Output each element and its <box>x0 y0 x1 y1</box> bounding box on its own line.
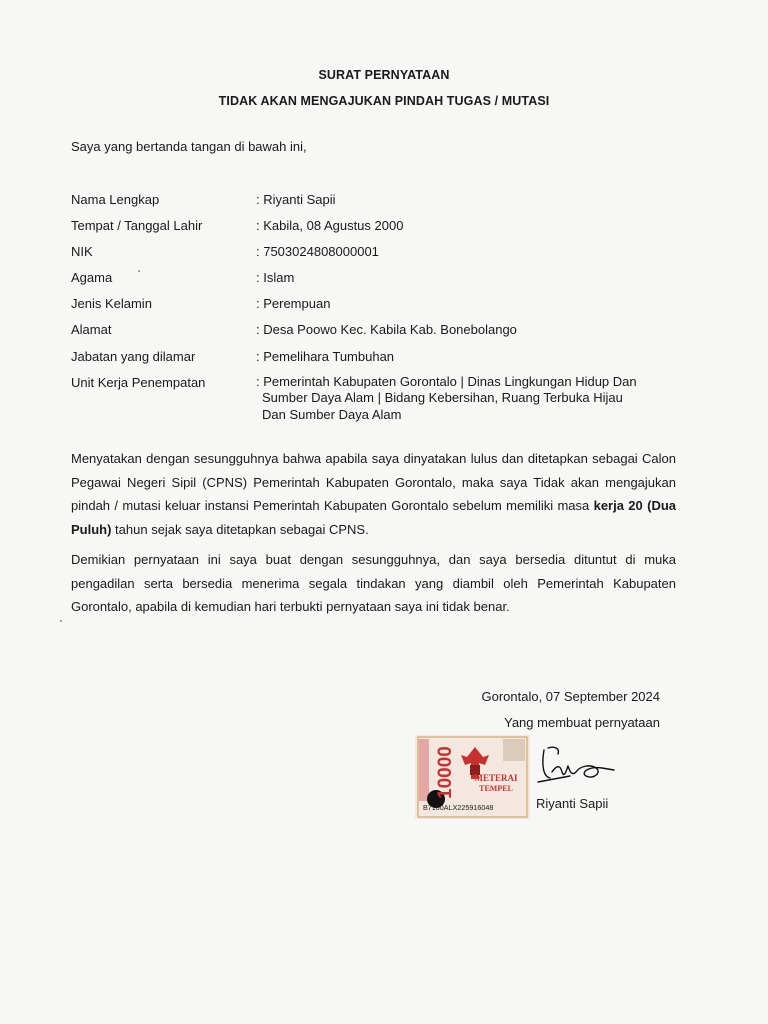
document-subtitle: TIDAK AKAN MENGAJUKAN PINDAH TUGAS / MUTASI <box>218 94 550 108</box>
identity-value: : Pemelihara Tumbuhan <box>256 348 395 364</box>
identity-row-address <box>71 321 691 338</box>
opening-line: Saya yang bertanda tangan di bawah ini, <box>71 139 307 154</box>
identity-value: : Desa Poowo Kec. Kabila Kab. Bonebolango <box>256 322 517 338</box>
identity-label: Unit Kerja Penempatan <box>71 374 206 390</box>
identity-row-position <box>71 348 691 365</box>
identity-value: : Islam <box>256 270 295 286</box>
identity-label: Jabatan yang dilamar <box>71 348 196 364</box>
stamp-serial: B7100ALX225916048 <box>423 803 494 812</box>
work-unit-line: Dan Sumber Daya Alam <box>262 406 402 422</box>
identity-label: NIK <box>71 244 93 260</box>
work-unit-line: : Pemerintah Kabupaten Gorontalo | Dinas Lingkungan Hidup Dan <box>256 373 637 389</box>
stamp-hologram <box>503 739 525 761</box>
identity-row-gender <box>71 295 691 312</box>
identity-value: : 7503024808000001 <box>256 244 379 260</box>
stamp-strip <box>419 739 429 801</box>
identity-row-religion <box>71 269 691 286</box>
identity-value-multiline <box>256 374 691 424</box>
identity-row-work-unit <box>71 374 691 424</box>
identity-label: Nama Lengkap <box>71 192 160 207</box>
statement-bold-term: kerja 20 (Dua Puluh) <box>71 498 677 537</box>
statement-paragraph <box>71 447 676 541</box>
identity-value: : Perempuan <box>256 296 331 312</box>
identity-row-birth <box>71 217 691 234</box>
place-date: Gorontalo, 07 September 2024 <box>481 689 660 704</box>
signer-name: Riyanti Sapii <box>536 796 609 811</box>
stamp-value: 10000 <box>435 746 456 799</box>
identity-value: : Riyanti Sapii <box>256 192 336 207</box>
identity-label: Tempat / Tanggal Lahir <box>71 218 203 234</box>
scan-speck <box>138 270 140 272</box>
identity-table <box>71 191 691 432</box>
stamp-label-top: METERAI <box>474 773 518 783</box>
maker-label: Yang membuat pernyataan <box>504 715 660 730</box>
identity-row-nik <box>71 243 691 260</box>
scan-speck <box>60 620 62 622</box>
meterai-stamp <box>415 735 530 819</box>
signature-scribble <box>530 742 620 792</box>
stamp-label-bottom: TEMPEL <box>479 784 513 793</box>
statement-text: Menyatakan dengan sesungguhnya bahwa apabila saya dinyatakan lulus dan ditetapkan sebagai Calon Pegawai Negeri Sipil (CPNS) Pemerintah Kabupaten Gorontalo, maka saya Tidak akan mengajukan pindah / mutasi keluar instansi Pemerintah Kabupaten Gorontalo sebelum memiliki masa <box>71 451 676 513</box>
identity-label: Agama <box>71 270 113 286</box>
identity-label: Alamat <box>71 322 112 338</box>
document-title: SURAT PERNYATAAN <box>318 68 450 82</box>
identity-value: : Kabila, 08 Agustus 2000 <box>256 218 404 234</box>
identity-row-name <box>71 191 691 208</box>
identity-label: Jenis Kelamin <box>71 296 152 312</box>
work-unit-line: Sumber Daya Alam | Bidang Kebersihan, Ruang Terbuka Hijau <box>262 390 623 406</box>
closing-paragraph: Demikian pernyataan ini saya buat dengan sesungguhnya, dan saya bersedia dituntut di muka pengadilan serta bersedia menerima segala tindakan yang diambil oleh Pemerintah Kabupaten Gorontalo, apabila di kemudian hari terbukti pernyataan saya ini tidak benar. <box>71 552 676 614</box>
statement-text-end: tahun sejak saya ditetapkan sebagai CPNS. <box>111 521 369 537</box>
